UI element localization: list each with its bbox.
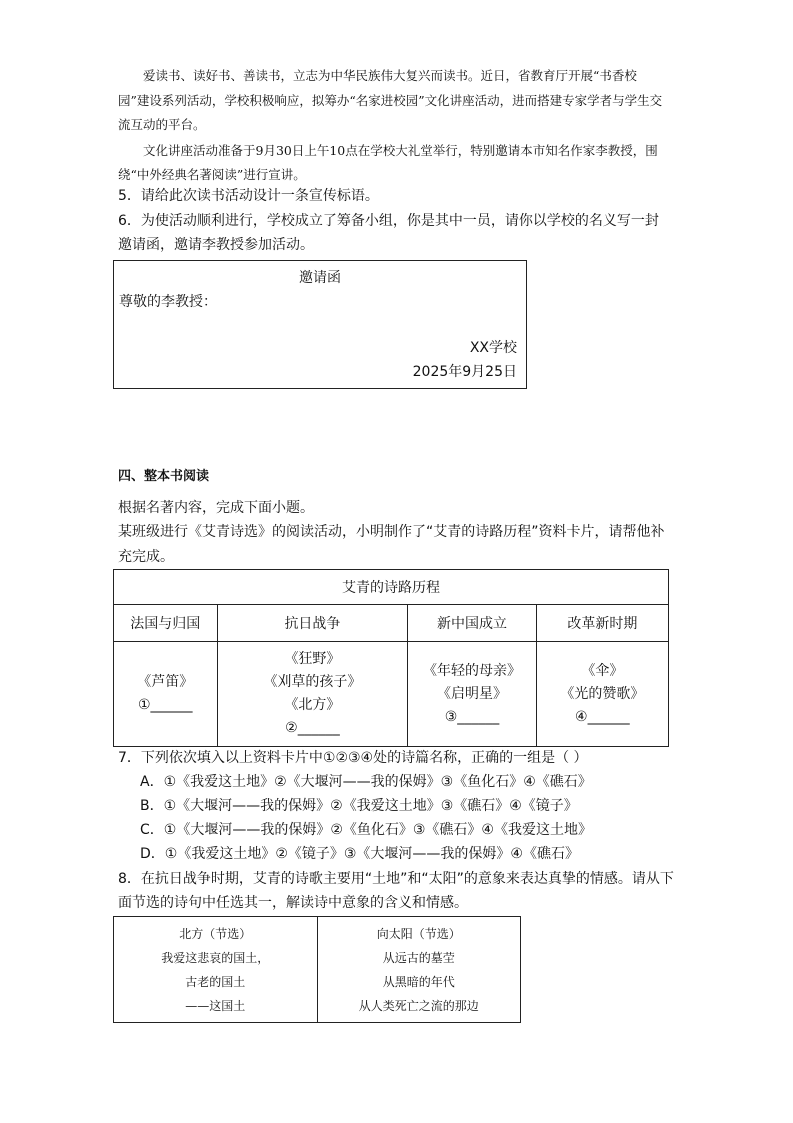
- letter-title: 邀请函: [299, 270, 341, 286]
- card-blank-1: ①______: [138, 697, 193, 713]
- question-5: 5．请给此次读书活动设计一条宣传标语。: [118, 188, 379, 204]
- letter-salutation: 尊敬的李教授：: [119, 294, 217, 310]
- card-blank-4: ④______: [575, 708, 630, 725]
- question-8-line-1: 8．在抗日战争时期，艾青的诗歌主要用“土地”和“太阳”的意象来表达真挚的情感。请从下: [118, 871, 674, 887]
- card-header-war: 抗日战争: [217, 605, 408, 642]
- letter-date: 2025年9月25日: [412, 364, 517, 380]
- poem-north-title: 北方（节选）: [179, 926, 252, 941]
- poem-sun-line: 从黑暗的年代: [382, 974, 455, 989]
- card-poem: 《光的赞歌》: [560, 685, 645, 702]
- invitation-letter-box: [113, 260, 527, 389]
- card-cell-war: [217, 642, 408, 747]
- poem-north-cell: [114, 917, 318, 1023]
- letter-signature: XX学校: [469, 340, 517, 356]
- card-poem: 《年轻的母亲》: [423, 662, 521, 679]
- card-blank-2: ②______: [285, 720, 340, 736]
- card-cell-reform: [536, 642, 668, 747]
- card-poem: 《狂野》: [284, 651, 341, 667]
- poem-north-line: ——这国土: [185, 998, 246, 1013]
- section-4-context-line-1: 某班级进行《艾青诗选》的阅读活动，小明制作了“艾青的诗路历程”资料卡片，请帮他补: [118, 524, 665, 540]
- card-header-reform: 改革新时期: [536, 605, 668, 642]
- question-7-option-b: B．①《大堰河——我的保姆》②《我爱这土地》③《礁石》④《镜子》: [140, 798, 578, 814]
- card-cell-new-china: [408, 642, 536, 747]
- card-poem: 《北方》: [284, 697, 341, 713]
- card-poem: 《伞》: [581, 662, 624, 679]
- poetry-journey-card: [113, 569, 669, 747]
- card-poem: 《启明星》: [437, 685, 507, 702]
- poem-north-line: 古老的国土: [185, 974, 246, 989]
- poem-sun-title: 向太阳（节选）: [376, 926, 461, 941]
- question-7-option-d: D．①《我爱这土地》②《镜子》③《大堰河——我的保姆》④《礁石》: [140, 846, 579, 862]
- question-6-line-2: 邀请函，邀请李教授参加活动。: [118, 237, 314, 253]
- card-title: 艾青的诗路历程: [114, 570, 669, 605]
- card-cell-france: [114, 642, 218, 747]
- intro-paragraph-2: 文化讲座活动准备于9月30日上午10点在学校大礼堂举行，特别邀请本市知名作家李教授，围绕“中外经典名著阅读”进行宣讲。: [118, 142, 658, 182]
- question-7-option-c: C．①《大堰河——我的保姆》②《鱼化石》③《礁石》④《我爱这土地》: [140, 822, 592, 838]
- intro-passage: [118, 64, 666, 188]
- question-7-option-a: A．①《我爱这土地》②《大堰河——我的保姆》③《鱼化石》④《礁石》: [140, 774, 592, 790]
- question-8-line-2: 面节选的诗句中任选其一，解读诗中意象的含义和情感。: [118, 895, 468, 911]
- card-header-new-china: 新中国成立: [408, 605, 536, 642]
- card-blank-3: ③______: [444, 708, 500, 725]
- section-4-instruction: 根据名著内容，完成下面小题。: [118, 500, 314, 516]
- card-header-france: 法国与归国: [114, 605, 218, 642]
- poem-north-line: 我爱这悲哀的国土，: [161, 950, 270, 965]
- poem-sun-cell: [317, 917, 521, 1023]
- question-7-stem: 7．下列依次填入以上资料卡片中①②③④处的诗篇名称，正确的一组是（ ）: [118, 750, 588, 766]
- question-6-line-1: 6．为使活动顺利进行，学校成立了筹备小组，你是其中一员，请你以学校的名义写一封: [118, 213, 659, 229]
- poem-excerpts-table: [113, 916, 521, 1023]
- section-4-context-line-2: 充完成。: [118, 549, 174, 565]
- section-4-heading: 四、整本书阅读: [118, 469, 210, 484]
- poem-sun-line: 从远古的墓茔: [382, 950, 455, 965]
- poem-sun-line: 从人类死亡之流的那边: [358, 998, 479, 1013]
- card-poem: 《刈草的孩子》: [263, 674, 362, 690]
- intro-paragraph-1: 爱读书、读好书、善读书，立志为中华民族伟大复兴而读书。近日，省教育厅开展“书香校园”建设系列活动，学校积极响应，拟筹办“名家进校园”文化讲座活动，进而搭建专家学者与学生交流互动的平台。: [118, 68, 663, 132]
- card-poem: 《芦笛》: [137, 674, 194, 690]
